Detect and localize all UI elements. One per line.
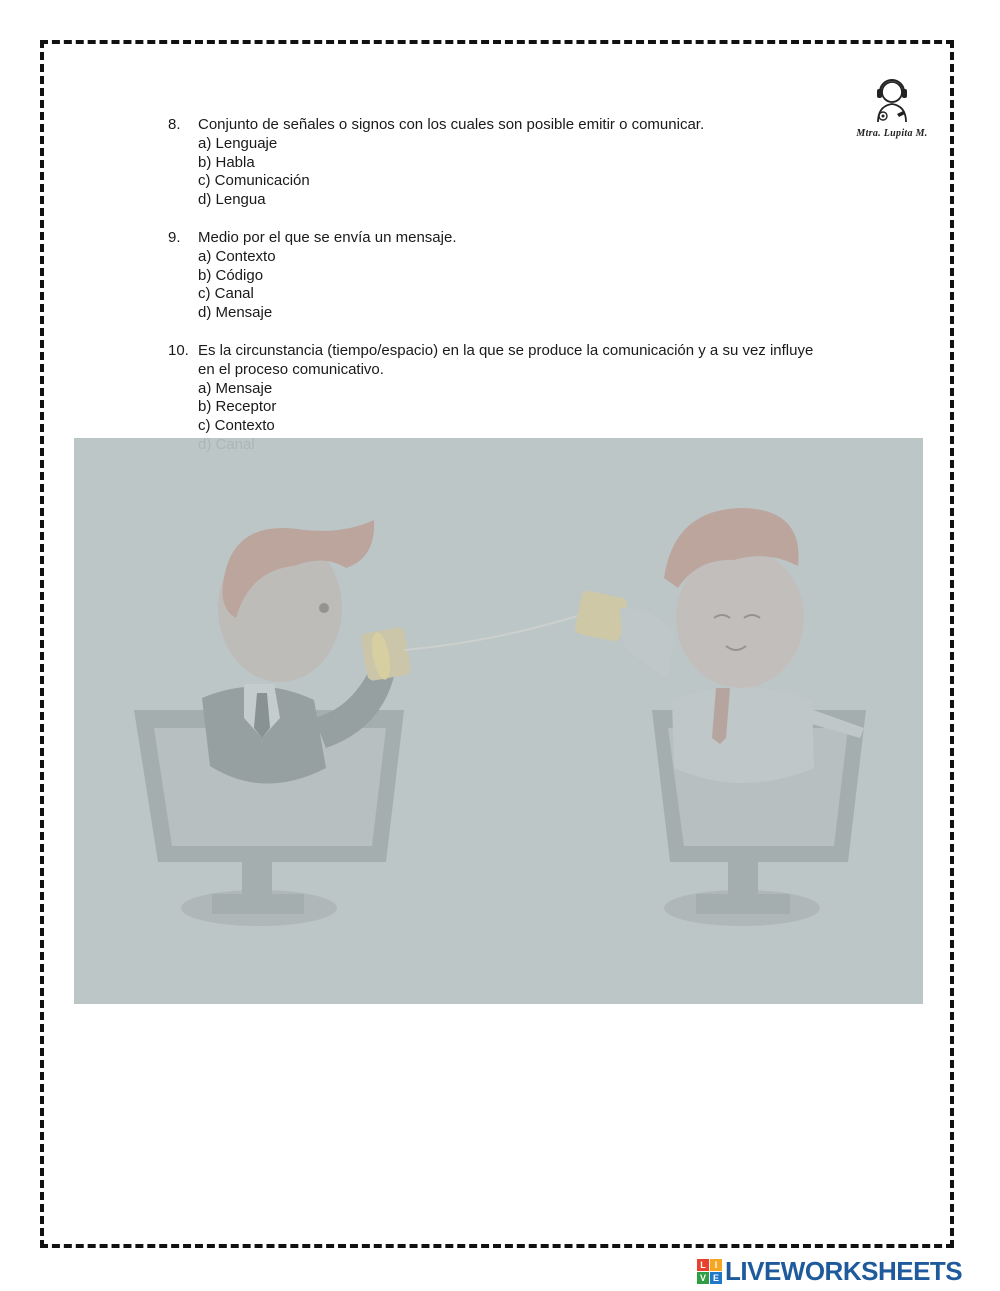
option-b[interactable]: b) Receptor [198,398,277,416]
person-headset-icon [869,76,915,126]
option-a[interactable]: a) Lenguaje [198,134,278,152]
question-text: Es la circunstancia (tiempo/espacio) en la que se produce la comunicación y a su vez influye en el proceso comunicativo. [198,341,814,378]
question-number: 8. [168,116,181,133]
option-c[interactable]: c) Contexto [198,417,275,435]
tin-can-telephone-illustration [74,438,923,1004]
question-number: 10. [168,341,189,359]
brand-badge-icon [697,1259,722,1284]
author-caption: Mtra. Lupita M. [856,128,928,139]
author-logo [846,76,938,148]
option-d[interactable]: d) Mensaje [198,304,273,322]
option-a[interactable]: a) Mensaje [198,379,273,397]
option-c[interactable]: c) Comunicación [198,172,310,190]
option-a[interactable]: a) Contexto [198,247,276,265]
brand-badge-letter: I [710,1259,722,1271]
question-9 [168,229,848,323]
brand-badge-letter: V [697,1272,709,1284]
option-b[interactable]: b) Código [198,266,264,284]
question-number: 9. [168,228,181,246]
option-d[interactable]: d) Lengua [198,191,266,209]
brand-badge-letter: L [697,1259,709,1271]
option-b[interactable]: b) Habla [198,153,255,171]
question-text: Conjunto de señales o signos con los cuales son posible emitir o comunicar. [198,116,705,133]
option-c[interactable]: c) Canal [198,285,254,303]
brand-badge-letter: E [710,1272,722,1284]
brand-name: LIVEWORKSHEETS [725,1255,963,1286]
liveworksheets-brand [697,1255,963,1286]
question-text: Medio por el que se envía un mensaje. [198,228,457,246]
question-list [168,116,848,474]
question-8 [168,116,848,210]
